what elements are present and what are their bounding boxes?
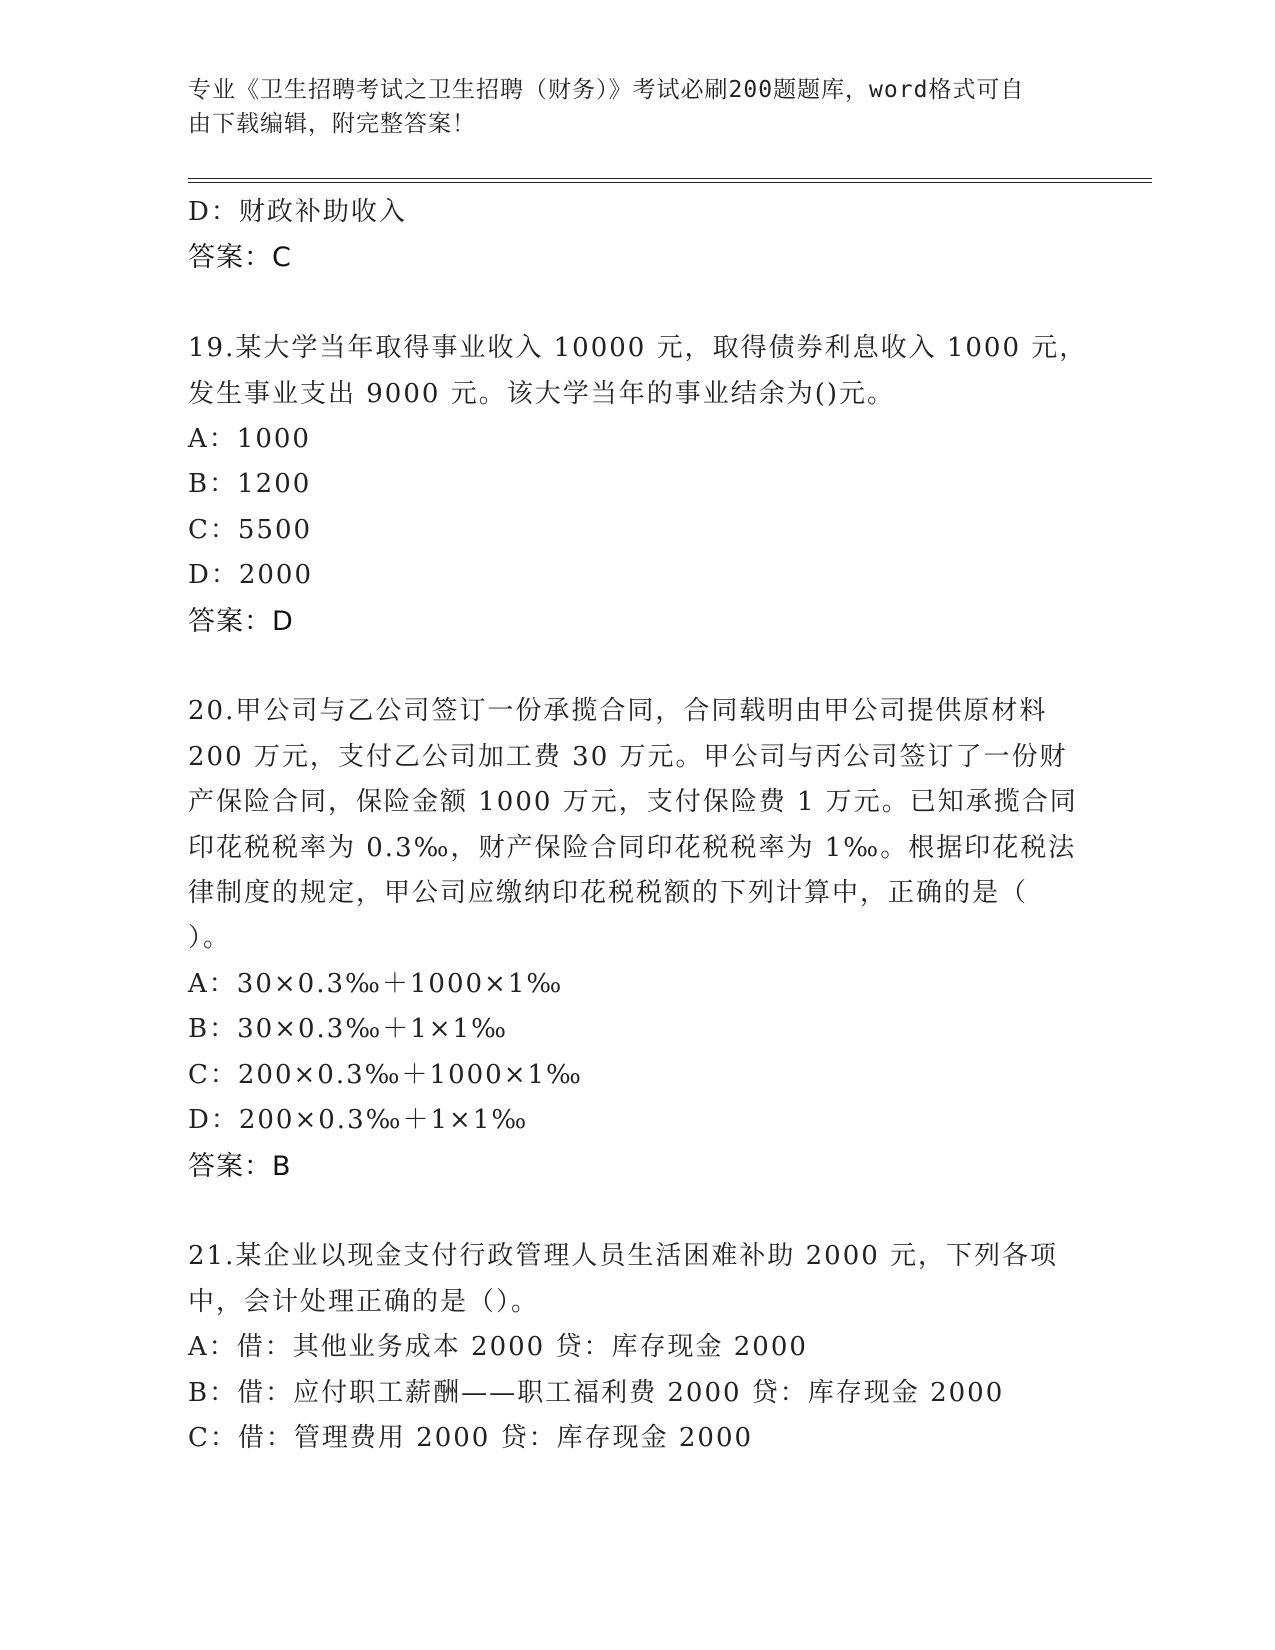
header-title-line: 由下载编辑，附完整答案！ [188,111,476,137]
spacer [188,281,1068,326]
option-a: A：30×0.3‰＋1000×1‰ [188,968,564,999]
option-c: C：借：管理费用 2000 贷：库存现金 2000 [188,1422,754,1453]
answer-text: 答案：B [188,1150,292,1182]
option-d: D：200×0.3‰＋1×1‰ [188,1105,529,1136]
answer-text: 答案：C [188,242,292,274]
question-stem: 20.甲公司与乙公司签订一份承揽合同，合同载明由甲公司提供原材料 [188,696,1048,727]
option-a: A：1000 [188,424,311,455]
question-stem: 律制度的规定，甲公司应缴纳印花税税额的下列计算中，正确的是（ [188,878,1029,909]
option-a: A：借：其他业务成本 2000 贷：库存现金 2000 [188,1332,808,1363]
question-stem: 发生事业支出 9000 元。该大学当年的事业结余为()元。 [188,378,895,409]
option-b: B：1200 [188,469,312,500]
spacer [188,1189,1068,1234]
question-stem: 印花税税率为 0.3‰，财产保险合同印花税税率为 1‰。根据印花税法 [188,832,1077,863]
question-block-21 [188,1234,1068,1461]
spacer [188,644,1068,689]
option-c: C：5500 [188,514,313,545]
header-divider [188,182,1152,183]
document-header [188,73,1068,141]
option-b: B：借：应付职工薪酬——职工福利费 2000 贷：库存现金 2000 [188,1377,1005,1408]
option-d: D：2000 [188,560,314,591]
document-body [188,190,1088,1461]
header-divider [188,178,1152,179]
option-c: C：200×0.3‰＋1000×1‰ [188,1059,583,1090]
question-stem: ）。 [188,923,232,954]
question-stem: 19.某大学当年取得事业收入 10000 元，取得债券利息收入 1000 元， [188,333,1088,364]
answer-text: 答案：D [188,605,294,637]
header-title-line: 专业《卫生招聘考试之卫生招聘（财务）》考试必刷200题题库，word格式可自 [188,77,1025,103]
question-stem: 21.某企业以现金支付行政管理人员生活困难补助 2000 元，下列各项 [188,1241,1059,1272]
question-block-20 [188,689,1078,1188]
question-stem: 中，会计处理正确的是（）。 [188,1286,540,1317]
question-stem: 产保险合同，保险金额 1000 万元，支付保险费 1 万元。已知承揽合同 [188,787,1078,818]
question-stem: 200 万元，支付乙公司加工费 30 万元。甲公司与丙公司签订了一份财 [188,741,1068,772]
question-block-previous [188,190,1068,281]
option-b: B：30×0.3‰＋1×1‰ [188,1014,508,1045]
question-block-19 [188,326,1088,644]
option-d: D：财政补助收入 [188,197,407,227]
